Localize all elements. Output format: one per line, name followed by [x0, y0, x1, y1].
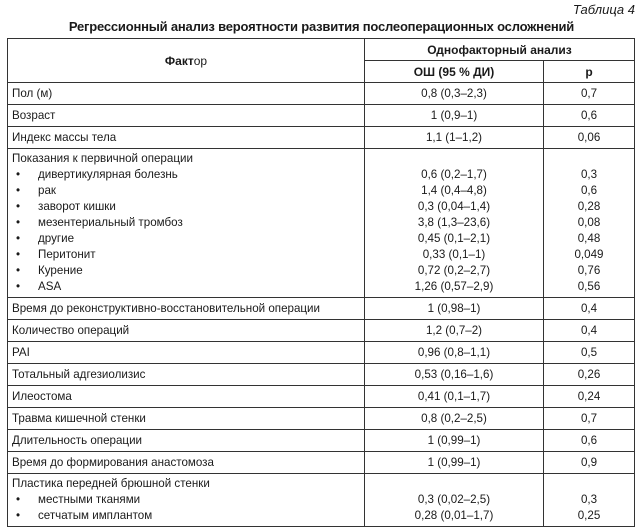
table-row	[8, 430, 635, 452]
p-cell: 0,4	[544, 320, 635, 342]
or-cell: 0,3 (0,02–2,5) 0,28 (0,01–1,7)	[365, 474, 544, 527]
factor-cell	[8, 474, 365, 527]
bullet-icon: •	[16, 509, 21, 522]
p-cell: 0,4	[544, 298, 635, 320]
table-row-indications	[8, 149, 635, 298]
factor-cell: Индекс массы тела	[8, 127, 365, 149]
list-item: • рак	[12, 183, 360, 199]
univariate-header: Однофакторный анализ	[365, 39, 635, 61]
list-item: • ASA	[12, 279, 360, 295]
factor-cell: Время до формирования анастомоза	[8, 452, 365, 474]
p-cell: 0,6	[544, 430, 635, 452]
group-label: Показания к первичной операции	[12, 152, 193, 165]
p-cell: 0,9	[544, 452, 635, 474]
p-cell: 0,3 0,25	[544, 474, 635, 527]
p-cell: 0,3 0,6 0,28 0,08 0,48 0,049 0,76 0,56	[544, 149, 635, 298]
or-cell: 1 (0,99–1)	[365, 452, 544, 474]
list-item: • местными тканями	[12, 492, 360, 508]
p-cell: 0,5	[544, 342, 635, 364]
bullet-icon: •	[16, 216, 21, 229]
or-cell: 0,6 (0,2–1,7) 1,4 (0,4–4,8) 0,3 (0,04–1,4) 3,8 (1,3–23,6) 0,45 (0,1–2,1) 0,33 (0,1–1) 0,72 (0,2–2,7) 1,26 (0,57–2,9)	[365, 149, 544, 298]
bullet-icon: •	[16, 232, 21, 245]
factor-cell: Пол (м)	[8, 83, 365, 105]
table-title: Регрессионный анализ вероятности развития послеоперационных осложнений	[68, 19, 575, 34]
or-cell: 0,41 (0,1–1,7)	[365, 386, 544, 408]
or-cell: 1 (0,98–1)	[365, 298, 544, 320]
p-cell: 0,7	[544, 408, 635, 430]
p-cell: 0,7	[544, 83, 635, 105]
list-item: • дивертикулярная болезнь	[12, 167, 360, 183]
bullet-icon: •	[16, 493, 21, 506]
table-row	[8, 386, 635, 408]
or-cell: 1,1 (1–1,2)	[365, 127, 544, 149]
bullet-icon: •	[16, 184, 21, 197]
table-row	[8, 83, 635, 105]
or-cell: 0,8 (0,3–2,3)	[365, 83, 544, 105]
or-cell: 0,96 (0,8–1,1)	[365, 342, 544, 364]
or-cell: 0,8 (0,2–2,5)	[365, 408, 544, 430]
factor-cell: Время до реконструктивно-восстановительной операции	[8, 298, 365, 320]
list-item: • другие	[12, 231, 360, 247]
list-item: • Курение	[12, 263, 360, 279]
p-cell: 0,26	[544, 364, 635, 386]
p-cell: 0,24	[544, 386, 635, 408]
bullet-icon: •	[16, 248, 21, 261]
list-item: • Перитонит	[12, 247, 360, 263]
factor-cell: Тотальный адгезиолизис	[8, 364, 365, 386]
factor-cell: PAI	[8, 342, 365, 364]
p-cell: 0,6	[544, 105, 635, 127]
list-item: • заворот кишки	[12, 199, 360, 215]
factor-cell	[8, 149, 365, 298]
header-row-1	[8, 39, 635, 61]
regression-table	[7, 38, 635, 527]
list-item: • сетчатым имплантом	[12, 508, 360, 524]
table-row	[8, 408, 635, 430]
table-row	[8, 364, 635, 386]
bullet-icon: •	[16, 168, 21, 181]
table-row	[8, 342, 635, 364]
bullet-icon: •	[16, 280, 21, 293]
p-cell: 0,06	[544, 127, 635, 149]
or-ci-header: ОШ (95 % ДИ)	[365, 61, 544, 83]
or-cell: 1 (0,9–1)	[365, 105, 544, 127]
or-cell: 1 (0,99–1)	[365, 430, 544, 452]
bullet-icon: •	[16, 200, 21, 213]
table-row	[8, 320, 635, 342]
group-label: Пластика передней брюшной стенки	[12, 477, 210, 490]
or-cell: 1,2 (0,7–2)	[365, 320, 544, 342]
factor-cell: Длительность операции	[8, 430, 365, 452]
factor-header: Фактор	[8, 39, 365, 83]
table-row	[8, 298, 635, 320]
factor-cell: Илеостома	[8, 386, 365, 408]
factor-cell: Возраст	[8, 105, 365, 127]
table-row-plasty	[8, 474, 635, 527]
list-item: • мезентериальный тромбоз	[12, 215, 360, 231]
table-number: Таблица 4	[572, 2, 635, 17]
table-row	[8, 105, 635, 127]
p-header: p	[544, 61, 635, 83]
factor-cell: Количество операций	[8, 320, 365, 342]
factor-cell: Травма кишечной стенки	[8, 408, 365, 430]
table-row	[8, 452, 635, 474]
table-row	[8, 127, 635, 149]
bullet-icon: •	[16, 264, 21, 277]
or-cell: 0,53 (0,16–1,6)	[365, 364, 544, 386]
